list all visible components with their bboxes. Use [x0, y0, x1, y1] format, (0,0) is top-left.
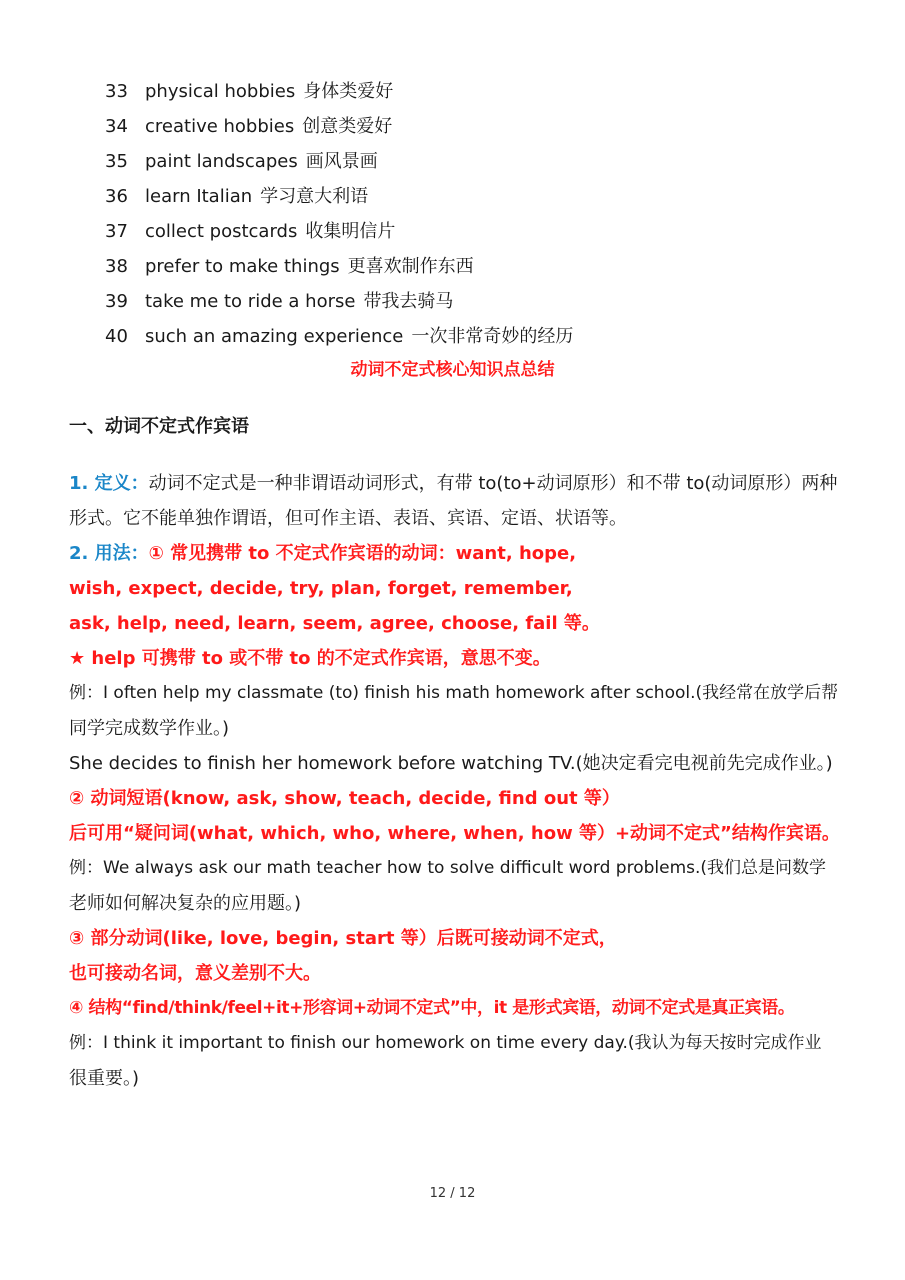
vocab-english: learn Italian: [145, 186, 253, 207]
usage-rule-3: ③ 部分动词(like, love, begin, start 等）后既可接动词不定式，: [69, 928, 617, 949]
section-title: 动词不定式核心知识点总结: [350, 360, 555, 380]
vocab-english: collect postcards: [145, 221, 298, 242]
vocab-chinese: 学习意大利语: [260, 186, 369, 207]
vocab-number: 36: [105, 186, 128, 207]
vocab-chinese: 带我去骑马: [363, 291, 454, 312]
usage-rule-1: [69, 536, 841, 571]
vocab-chinese: 画风景画: [305, 151, 378, 172]
vocab-number: 34: [105, 116, 128, 137]
usage-rule-2-line-2: 后可用“疑问词(what, which, who, where, when, how 等）+动词不定式”结构作宾语。: [69, 823, 840, 844]
example-3: 例：We always ask our math teacher how to solve difficult word problems.(我们总是问数学: [69, 858, 827, 878]
usage-rule-1-line-2: wish, expect, decide, try, plan, forget, remember,: [69, 578, 573, 599]
vocab-item: [105, 74, 573, 109]
vocab-item: [105, 249, 573, 284]
vocab-item: [105, 284, 573, 319]
definition-label: 1. 定义：: [69, 473, 149, 494]
example-4: 例：I think it important to finish our homework on time every day.(我认为每天按时完成作业: [69, 1033, 822, 1053]
vocab-number: 37: [105, 221, 128, 242]
vocab-number: 38: [105, 256, 128, 277]
vocab-number: 33: [105, 81, 128, 102]
example-1: 例：I often help my classmate (to) finish his math homework after school.(我经常在放学后帮: [69, 683, 839, 703]
star-note: ★ help 可携带 to 或不带 to 的不定式作宾语，意思不变。: [69, 648, 551, 669]
definition-line: [69, 466, 841, 501]
vocabulary-list: [105, 74, 573, 354]
usage-rule-3-line-2: 也可接动名词，意义差别不大。: [69, 963, 321, 984]
vocab-english: take me to ride a horse: [145, 291, 356, 312]
example-2: She decides to finish her homework before watching TV.(她决定看完电视前先完成作业。): [69, 753, 833, 774]
vocab-item: [105, 144, 573, 179]
vocab-chinese: 一次非常奇妙的经历: [411, 326, 574, 347]
usage-rule-4: ④ 结构“find/think/feel+it+形容词+动词不定式”中，it 是形式宾语，动词不定式是真正宾语。: [69, 998, 795, 1018]
usage-rule-1-text: ① 常见携带 to 不定式作宾语的动词：want, hope,: [148, 543, 577, 564]
example-3-line-2: 老师如何解决复杂的应用题。): [69, 893, 302, 914]
vocab-english: physical hobbies: [145, 81, 296, 102]
vocab-chinese: 更喜欢制作东西: [347, 256, 474, 277]
vocab-number: 39: [105, 291, 128, 312]
vocab-english: creative hobbies: [145, 116, 295, 137]
usage-rule-2: ② 动词短语(know, ask, show, teach, decide, find out 等）: [69, 788, 620, 809]
example-4-line-2: 很重要。): [69, 1068, 140, 1089]
page-number: 12 / 12: [429, 1186, 476, 1201]
vocab-chinese: 身体类爱好: [303, 81, 394, 102]
section-heading: 一、动词不定式作宾语: [69, 416, 249, 437]
vocab-number: 40: [105, 326, 128, 347]
usage-label: 2. 用法：: [69, 543, 149, 564]
vocab-chinese: 创意类爱好: [302, 116, 393, 137]
vocab-english: prefer to make things: [145, 256, 340, 277]
definition-text: 动词不定式是一种非谓语动词形式，有带 to(to+动词原形）和不带 to(动词原形）两种: [148, 473, 838, 494]
vocab-number: 35: [105, 151, 128, 172]
usage-rule-1-line-3: ask, help, need, learn, seem, agree, choose, fail 等。: [69, 613, 600, 634]
example-1-line-2: 同学完成数学作业。): [69, 718, 230, 739]
vocab-item: [105, 179, 573, 214]
vocab-item: [105, 109, 573, 144]
definition-line-2: 形式。它不能单独作谓语，但可作主语、表语、宾语、定语、状语等。: [69, 508, 627, 529]
vocab-chinese: 收集明信片: [305, 221, 396, 242]
vocab-item: [105, 214, 573, 249]
vocab-english: such an amazing experience: [145, 326, 404, 347]
vocab-item: [105, 319, 573, 354]
content-body: [69, 466, 841, 1096]
vocab-english: paint landscapes: [145, 151, 298, 172]
